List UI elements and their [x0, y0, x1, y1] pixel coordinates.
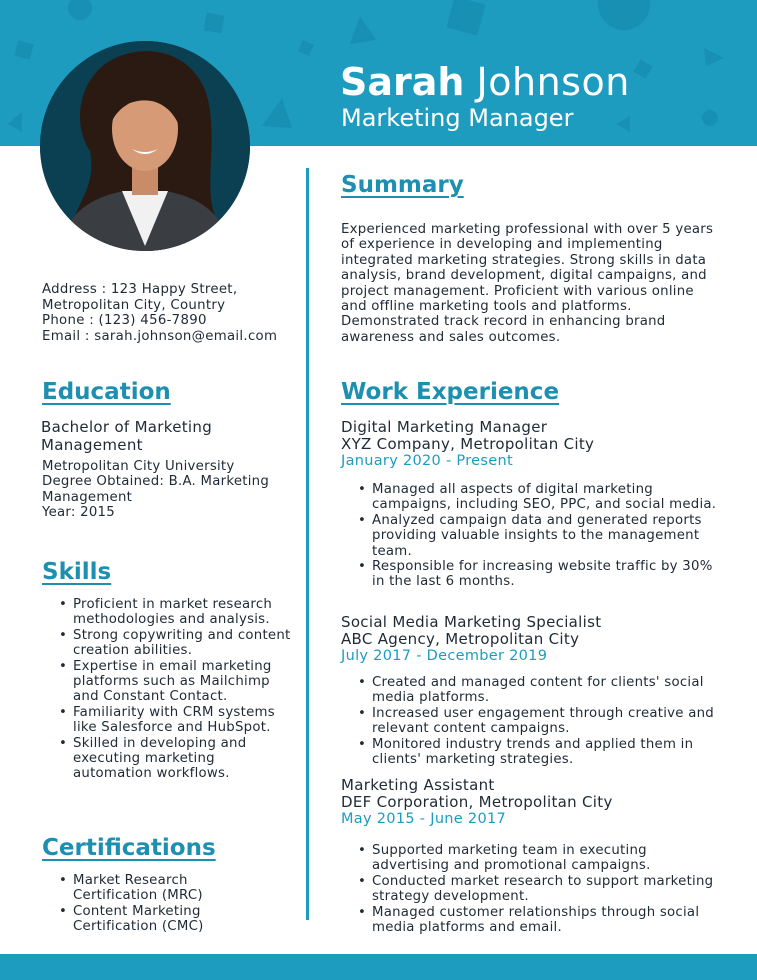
list-item: • Expertise in email marketing platforms such as Mailchimp and Constant Contact. — [73, 659, 295, 705]
decor-triangle-shape — [704, 48, 724, 66]
job-company-2: ABC Agency, Metropolitan City — [341, 630, 580, 648]
list-item: • Familiarity with CRM systems like Salesforce and HubSpot. — [73, 705, 295, 736]
job-title: Marketing Manager — [341, 104, 574, 132]
first-name: Sarah — [340, 60, 465, 104]
job-bullets-3 — [340, 843, 722, 935]
portrait-illustration — [40, 41, 250, 251]
job-bullets-1 — [340, 482, 722, 590]
education-year: Year: 2015 — [42, 505, 115, 521]
decor-triangle-shape — [616, 116, 630, 132]
decor-triangle-shape — [350, 16, 376, 44]
certifications-list — [41, 873, 263, 935]
decor-triangle-shape — [262, 98, 292, 128]
list-item: • Monitored industry trends and applied them in clients' marketing strategies. — [372, 737, 722, 768]
job-dates-2: July 2017 - December 2019 — [341, 648, 548, 664]
list-item: • Increased user engagement through creative and relevant content campaigns. — [372, 706, 722, 737]
list-item: • Market Research Certification (MRC) — [73, 873, 263, 904]
education-obtained: Degree Obtained: B.A. Marketing Management — [42, 474, 270, 505]
phone-text: Phone : (123) 456-7890 — [42, 313, 207, 328]
contact-info — [42, 282, 302, 344]
email-text: Email : sarah.johnson@email.com — [42, 328, 278, 344]
education-school: Metropolitan City University — [42, 459, 235, 474]
education-details — [42, 459, 292, 521]
list-item: • Managed all aspects of digital marketing campaigns, including SEO, PPC, and social media. — [372, 482, 722, 513]
job-dates-1: January 2020 - Present — [341, 453, 513, 469]
decor-triangle-shape — [8, 112, 22, 132]
list-item: • Skilled in developing and executing marketing automation workflows. — [73, 736, 295, 782]
job-title-3: Marketing Assistant — [341, 776, 495, 794]
job-title-2: Social Media Marketing Specialist — [341, 613, 602, 631]
summary-heading: Summary — [341, 172, 464, 198]
list-item: • Managed customer relationships through social media platforms and email. — [372, 905, 722, 936]
list-item: • Conducted market research to support marketing strategy development. — [372, 874, 722, 905]
footer-banner — [0, 954, 757, 980]
certifications-heading: Certifications — [42, 835, 216, 861]
candidate-name — [340, 58, 630, 106]
job-company-1: XYZ Company, Metropolitan City — [341, 435, 595, 453]
summary-text: Experienced marketing professional with over 5 years of experience in developing and implementing integrated marketing strategies. Strong skills in data analysis, brand development, digital campaigns, and project management. Proficient with various online and offline marketing tools and platforms. Demonstrated track record in enhancing brand awareness and sales outcomes. — [341, 222, 714, 345]
job-dates-3: May 2015 - June 2017 — [341, 811, 507, 827]
job-bullets-2 — [340, 675, 722, 767]
column-divider — [306, 168, 309, 920]
last-name: Johnson — [476, 60, 630, 104]
list-item: • Responsible for increasing website traffic by 30% in the last 6 months. — [372, 559, 722, 590]
job-company-3: DEF Corporation, Metropolitan City — [341, 793, 613, 811]
list-item: • Proficient in market research methodologies and analysis. — [73, 597, 295, 628]
skills-heading: Skills — [42, 559, 112, 585]
education-degree: Bachelor of Marketing Management — [41, 418, 213, 454]
work-experience-heading: Work Experience — [341, 379, 560, 405]
profile-photo — [40, 41, 250, 251]
address-line: Address : 123 Happy Street, — [42, 282, 238, 297]
skills-list — [41, 597, 295, 782]
education-heading: Education — [42, 379, 171, 405]
list-item: • Content Marketing Certification (CMC) — [73, 904, 263, 935]
list-item: • Supported marketing team in executing advertising and promotional campaigns. — [372, 843, 722, 874]
list-item: • Strong copywriting and content creation abilities. — [73, 628, 295, 659]
list-item: • Analyzed campaign data and generated reports providing valuable insights to the management team. — [372, 513, 722, 559]
address-line: Metropolitan City, Country — [42, 297, 226, 313]
job-title-1: Digital Marketing Manager — [341, 418, 548, 436]
list-item: • Created and managed content for clients' social media platforms. — [372, 675, 722, 706]
